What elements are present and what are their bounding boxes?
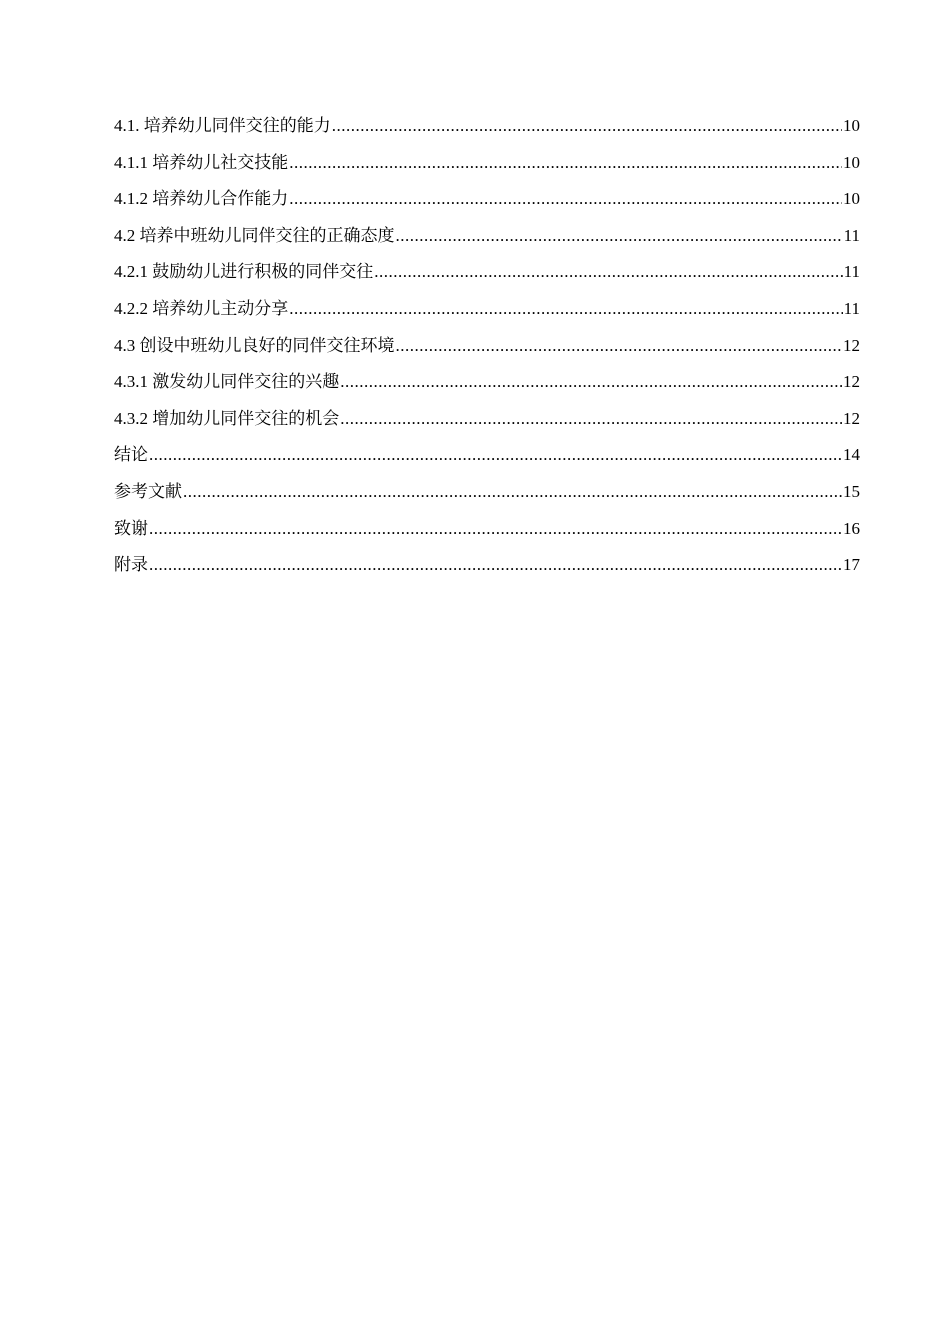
toc-dot-leader — [340, 407, 842, 424]
toc-page-number: 10 — [843, 116, 860, 135]
toc-dot-leader — [149, 517, 842, 534]
toc-entry-label: 4.2.1 鼓励幼儿进行积极的同伴交往 — [114, 262, 374, 282]
toc-entry-label: 4.1. 培养幼儿同伴交往的能力 — [114, 116, 331, 135]
toc-dot-leader — [289, 187, 842, 204]
toc-page-number: 11 — [843, 262, 860, 282]
toc-entry-conclusion[interactable] — [114, 437, 860, 474]
toc-entry-label: 4.3 创设中班幼儿良好的同伴交往环境 — [114, 335, 395, 355]
toc-entry-label: 致谢 — [114, 518, 148, 538]
toc-entry-references[interactable] — [114, 474, 860, 511]
toc-entry-4-1-2[interactable] — [114, 181, 860, 218]
toc-dot-leader — [396, 334, 843, 351]
toc-entry-4-3-1[interactable] — [114, 364, 860, 401]
toc-page-number: 12 — [843, 408, 860, 428]
toc-dot-leader — [396, 224, 843, 241]
toc-entry-label: 4.3.1 激发幼儿同伴交往的兴趣 — [114, 372, 340, 392]
toc-entry-label: 结论 — [114, 445, 148, 465]
toc-entry-label: 4.1.1 培养幼儿社交技能 — [114, 152, 289, 172]
toc-entry-label: 4.3.2 增加幼儿同伴交往的机会 — [114, 408, 340, 428]
toc-entry-4-1-1[interactable] — [114, 145, 860, 182]
toc-dot-leader — [332, 114, 842, 131]
toc-page-number: 15 — [843, 481, 860, 501]
toc-page-number: 11 — [843, 225, 860, 245]
toc-dot-leader — [149, 443, 842, 460]
toc-entry-label: 4.2.2 培养幼儿主动分享 — [114, 298, 289, 318]
toc-entry-4-2-1[interactable] — [114, 254, 860, 291]
toc-entry-4-2[interactable] — [114, 218, 860, 255]
toc-page-number: 16 — [843, 518, 860, 538]
toc-entry-label: 4.2 培养中班幼儿同伴交往的正确态度 — [114, 225, 395, 245]
toc-entry-4-2-2[interactable] — [114, 291, 860, 328]
table-of-contents — [114, 108, 860, 584]
toc-dot-leader — [289, 151, 842, 168]
toc-entry-appendix[interactable] — [114, 547, 860, 584]
toc-page-number: 11 — [843, 298, 860, 318]
toc-page-number: 12 — [843, 372, 860, 392]
toc-page-number: 14 — [843, 445, 860, 465]
toc-dot-leader — [289, 297, 842, 314]
toc-page-number: 17 — [843, 555, 860, 575]
toc-dot-leader — [340, 370, 842, 387]
toc-entry-4-1[interactable] — [114, 108, 860, 145]
toc-dot-leader — [374, 260, 842, 277]
toc-entry-label: 参考文献 — [114, 481, 182, 501]
toc-page-number: 10 — [843, 189, 860, 209]
toc-page-number: 12 — [843, 335, 860, 355]
toc-entry-4-3-2[interactable] — [114, 401, 860, 438]
toc-entry-4-3[interactable] — [114, 328, 860, 365]
toc-entry-acknowledgements[interactable] — [114, 511, 860, 548]
toc-dot-leader — [183, 480, 842, 497]
toc-dot-leader — [149, 553, 842, 570]
toc-entry-label: 4.1.2 培养幼儿合作能力 — [114, 189, 289, 209]
toc-entry-label: 附录 — [114, 555, 148, 575]
toc-page-number: 10 — [843, 152, 860, 172]
